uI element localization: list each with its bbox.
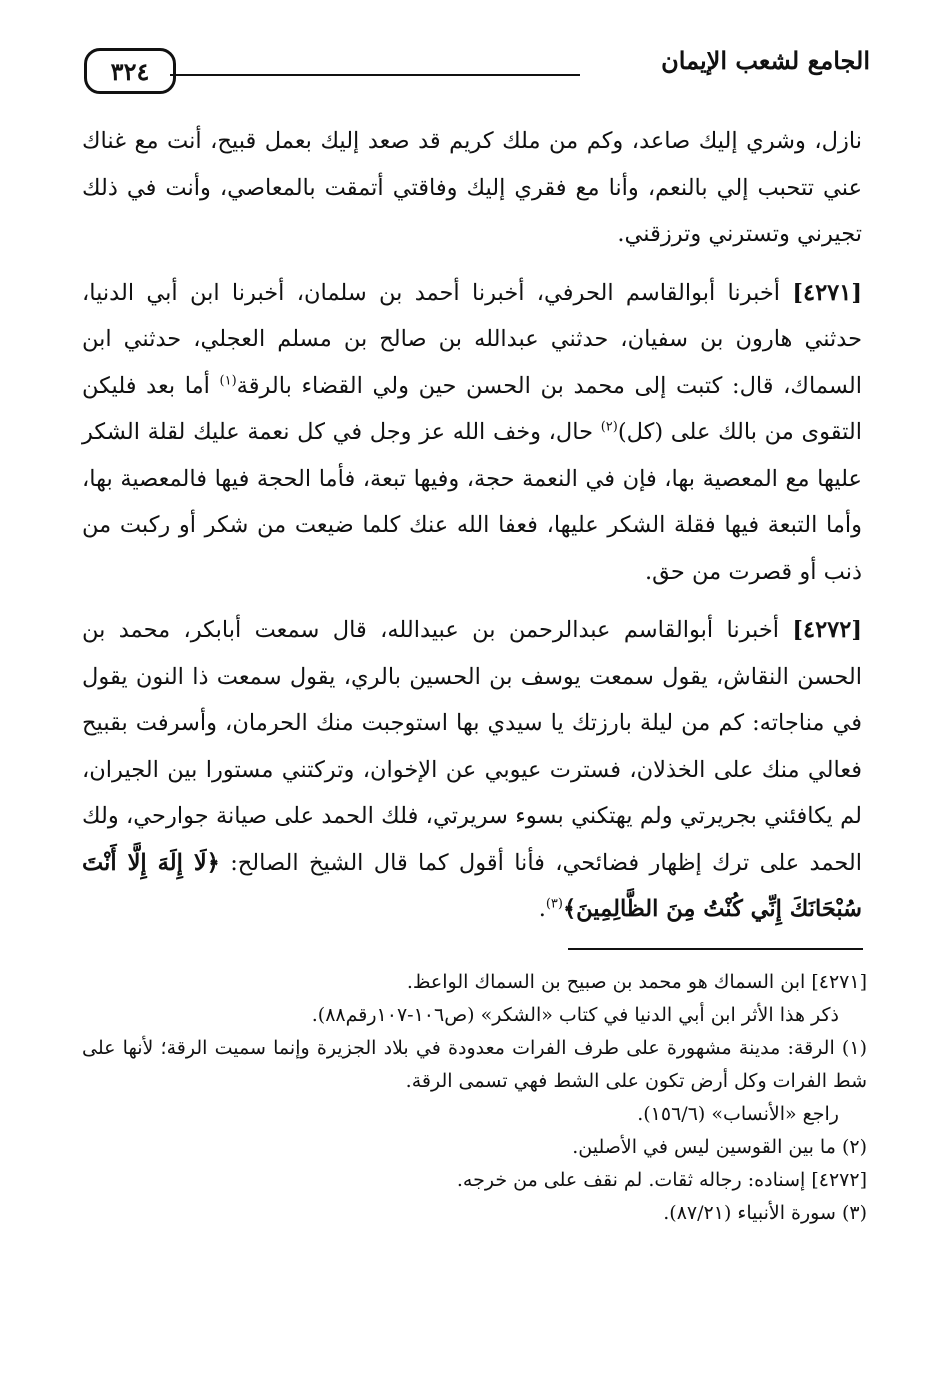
footnote: [٤٢٧١] ابن السماك هو محمد بن صبيح بن السماك الواعظ.	[406, 971, 867, 993]
footnotes	[82, 966, 867, 1230]
footnote: راجع «الأنساب» (١٥٦/٦).	[637, 1103, 839, 1125]
page-number-box	[84, 48, 176, 94]
footnote-ref: (٣)	[545, 896, 563, 912]
page-header	[70, 40, 870, 110]
paragraph-text: حال، وخف الله عز وجل في كل نعمة عليك لقلة الشكر عليها مع المعصية بها، فإن في النعمة حجة، وفيها تبعة، فأما الحجة فيها فالمعصية بها، وأما التبعة فيها فقلة الشكر عليها، فعفا الله عنك كلما ضيعت من شكر أو ركبت من ذنب أو قصرت من حق.	[82, 419, 862, 585]
footnote: [٤٢٧٢] إسناده: رجاله ثقات. لم نقف على من خرجه.	[456, 1169, 867, 1191]
paragraph-text: أخبرنا أبوالقاسم عبدالرحمن بن عبيدالله، قال سمعت أبابكر، محمد بن الحسن النقاش، يقول سمعت يوسف بن الحسين بالري، يقول سمعت ذا النون يقول في مناجاته: كم من ليلة بارزتك يا سيدي بها استوجبت منك الحرمان، وأسرفت بقبيح فعالي منك على الخذلان، فسترت عيوبي عن الإخوان، وتركتني مستورا بين الجيران، لم يكافئني بجريرتي ولم يهتكني بسوء سريرتي، فلك الحمد على صيانة جوارحي، ولك الحمد على ترك إظهار فضائحي، فأنا أقول كما قال الشيخ الصالح:	[82, 617, 862, 876]
paragraph-text: أما بعد فليكن التقوى من بالك على (كل)	[82, 372, 863, 445]
hadith-number: [٤٢٧١]	[792, 279, 862, 306]
hadith-number: [٤٢٧٢]	[792, 617, 862, 643]
footnote: (٢) ما بين القوسين ليس في الأصلين.	[572, 1136, 867, 1158]
quran-verse: ﴿لَا إِلَهَ إِلَّا أَنْتَ سُبْحَانَكَ إِنِّي كُنْتُ مِنَ الظَّالِمِينَ﴾	[82, 849, 862, 922]
paragraph-continuation	[82, 118, 862, 258]
footnote: (١) الرقة: مدينة مشهورة على طرف الفرات معدودة في بلاد الجزيرة وإنما سميت الرقة؛ لأنها على شط الفرات وكل أرض تكون على الشط فهي تسمى الرقة.	[82, 1037, 867, 1092]
main-text	[82, 118, 862, 945]
paragraph-text: نازل، وشري إليك صاعد، وكم من ملك كريم قد صعد إليك بعمل قبيح، أنت مع غناك عني تتحبب إلي بالنعم، وأنا مع فقري إليك وفاقتي أتمقت بالمعاصي، وأنت في ذلك تجيرني وتسترني وترزقني.	[82, 128, 862, 247]
footnote-separator	[568, 948, 863, 950]
header-rule	[170, 74, 580, 76]
paragraph-text: .	[538, 896, 546, 922]
page-number: ٣٢٤	[110, 56, 150, 86]
footnote-ref: (١)	[219, 373, 237, 388]
footnote: (٣) سورة الأنبياء (٨٧/٢١).	[663, 1202, 867, 1224]
paragraph-4272	[82, 607, 862, 933]
footnote: ذكر هذا الأثر ابن أبي الدنيا في كتاب «الشكر» (ص١٠٦-١٠٧رقم٨٨).	[311, 1004, 839, 1026]
footnote-ref: (٢)	[600, 419, 618, 435]
book-title: الجامع لشعب الإيمان	[661, 46, 870, 75]
paragraph-4271	[82, 270, 862, 596]
paragraph-text: أخبرنا أبوالقاسم الحرفي، أخبرنا أحمد بن سلمان، أخبرنا ابن أبي الدنيا، حدثني هارون بن سفيان، حدثني عبدالله بن صالح بن مسلم العجلي، حدثني ابن السماك، قال: كتبت إلى محمد بن الحسن حين ولي القضاء بالرقة	[82, 279, 863, 399]
